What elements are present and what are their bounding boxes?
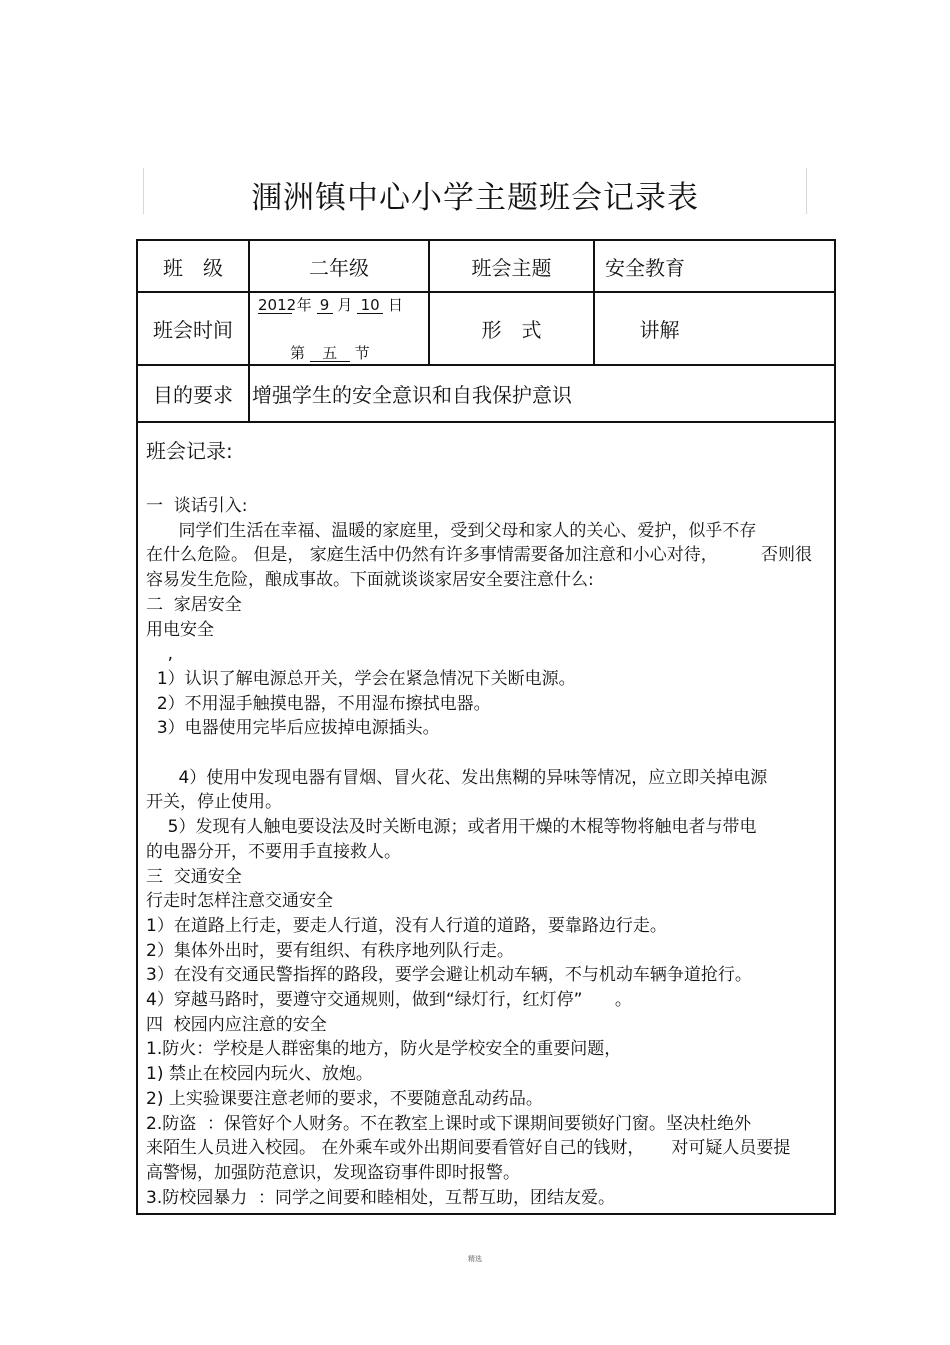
record-line: 同学们生活在幸福、温暖的家庭里，受到父母和家人的关心、爱护，似乎不存 — [146, 520, 757, 541]
period-prefix: 第 — [290, 343, 306, 362]
row-time — [137, 292, 835, 365]
record-line: 1.防火：学校是人群密集的地方，防火是学校安全的重要问题， — [146, 1039, 622, 1060]
record-line: 5）发现有人触电要设法及时关断电源；或者用干燥的木棍等物将触电者与带电 — [146, 817, 757, 838]
class-label: 班 级 — [137, 240, 249, 292]
record-form-table — [136, 239, 836, 1215]
record-line: 4）使用中发现电器有冒烟、冒火花、发出焦糊的异味等情况，应立即关掉电源 — [146, 767, 768, 788]
record-heading: 班会记录: — [146, 439, 233, 463]
record-cell — [137, 422, 835, 1214]
record-line: 的电器分开，不要用手直接救人。 — [146, 841, 401, 862]
form-value: 讲解 — [594, 292, 835, 365]
row-goal — [137, 365, 835, 422]
month-unit: 月 — [337, 295, 353, 314]
period-unit: 节 — [354, 343, 370, 362]
record-line: 开关，停止使用。 — [146, 792, 282, 813]
record-line: 2.防盗 ：保管好个人财务。不在教室上课时或下课期间要锁好门窗。坚决杜绝外 — [146, 1113, 752, 1134]
record-line: 1）在道路上行走，要走人行道，没有人行道的道路，要靠路边行走。 — [146, 915, 667, 936]
period-value: 五 — [310, 346, 350, 362]
record-line: 1）认识了解电源总开关，学会在紧急情况下关断电源。 — [146, 668, 576, 689]
record-body — [146, 494, 826, 1210]
record-line: 1) 禁止在校园内玩火、放炮。 — [146, 1064, 373, 1085]
record-line: 行走时怎样注意交通安全 — [146, 891, 333, 912]
goal-label: 目的要求 — [137, 365, 249, 422]
day-value: 10 — [357, 298, 383, 314]
record-line: 三 交通安全 — [146, 866, 242, 887]
title-area — [143, 168, 807, 214]
record-line: 用电安全 — [146, 619, 214, 640]
record-line: 3.防校园暴力 ：同学之间要和睦相处，互帮互助，团结友爱。 — [146, 1187, 616, 1208]
record-line: 2) 上实验课要注意老师的要求，不要随意乱动药品。 — [146, 1088, 543, 1109]
record-line: 3）在没有交通民警指挥的路段，要学会避让机动车辆，不与机动车辆争道抢行。 — [146, 965, 752, 986]
year-unit: 年 — [296, 295, 312, 314]
record-line: 来陌生人员进入校园。 在外乘车或外出期间要看管好自己的钱财， 对可疑人员要提 — [146, 1138, 791, 1159]
record-line: , — [146, 644, 174, 665]
theme-value: 安全教育 — [594, 240, 835, 292]
time-value — [249, 292, 429, 365]
record-line: 一 谈话引入: — [146, 496, 248, 516]
record-line — [146, 741, 826, 766]
footer-note: 精选 — [468, 1255, 482, 1263]
day-unit: 日 — [387, 295, 403, 314]
theme-label: 班会主题 — [429, 240, 594, 292]
record-line: 四 校园内应注意的安全 — [146, 1014, 327, 1035]
goal-value: 增强学生的安全意识和自我保护意识 — [249, 365, 835, 422]
time-label: 班会时间 — [137, 292, 249, 365]
record-line: 3）电器使用完毕后应拔掉电源插头。 — [146, 718, 440, 739]
row-class — [137, 240, 835, 292]
year-value: 2012 — [258, 295, 297, 314]
record-line: 在什么危险。 但是， 家庭生活中仍然有许多事情需要备加注意和小心对待， 否则很 — [146, 545, 813, 566]
form-label: 形 式 — [429, 292, 594, 365]
record-line: 高警惕，加强防范意识，发现盗窃事件即时报警。 — [146, 1162, 520, 1183]
record-line: 2）集体外出时，要有组织、有秩序地列队行走。 — [146, 940, 514, 961]
record-line: 2）不用湿手触摸电器，不用湿布擦拭电器。 — [146, 693, 491, 714]
record-line: 容易发生危险，酿成事故。下面就谈谈家居安全要注意什么: — [146, 570, 594, 591]
month-value: 9 — [317, 298, 333, 314]
record-line: 4）穿越马路时，要遵守交通规则，做到“绿灯行，红灯停” 。 — [146, 990, 632, 1011]
row-record — [137, 422, 835, 1214]
record-line: 二 家居安全 — [146, 594, 242, 615]
class-value: 二年级 — [249, 240, 429, 292]
page-title: 涠洲镇中心小学主题班会记录表 — [251, 180, 699, 216]
